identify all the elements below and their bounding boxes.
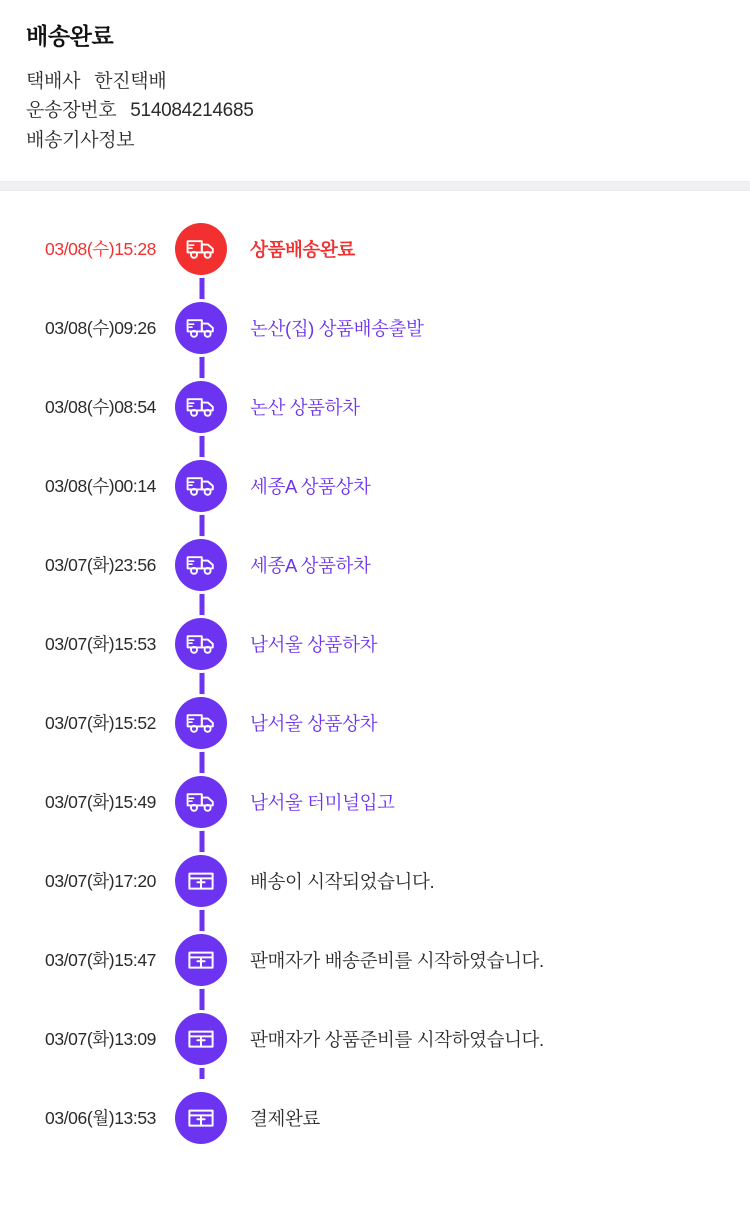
timeline-time: 03/08(수)09:26 <box>45 318 156 339</box>
timeline-rows <box>0 209 750 1157</box>
timeline-marker <box>168 1092 234 1144</box>
page-title: 배송완료 <box>26 23 114 49</box>
timeline-marker <box>168 697 234 749</box>
carrier-row <box>26 67 724 96</box>
timeline-marker <box>168 618 234 670</box>
timeline-time: 03/07(화)23:56 <box>45 555 156 576</box>
truck-icon <box>175 460 227 512</box>
timeline-label: 논산(집) 상품배송출발 <box>250 317 424 339</box>
tracking-timeline <box>0 191 750 1191</box>
tracking-number-value[interactable]: 514084214685 <box>130 100 254 122</box>
timeline-time: 03/07(화)15:49 <box>45 792 156 813</box>
timeline-row <box>0 762 750 841</box>
timeline-row <box>0 367 750 446</box>
timeline-label: 배송이 시작되었습니다. <box>250 870 435 892</box>
section-divider <box>0 181 750 191</box>
timeline-time: 03/08(수)08:54 <box>45 397 156 418</box>
timeline-row <box>0 604 750 683</box>
box-icon <box>175 855 227 907</box>
timeline-label: 남서울 터미널입고 <box>250 791 395 813</box>
shipment-header <box>0 0 750 181</box>
timeline-time: 03/07(화)15:47 <box>45 950 156 971</box>
timeline-label: 판매자가 상품준비를 시작하였습니다. <box>250 1028 544 1050</box>
timeline-row <box>0 209 750 288</box>
timeline-marker <box>168 776 234 828</box>
box-icon <box>175 1013 227 1065</box>
driver-info-row[interactable] <box>26 126 724 155</box>
timeline-label: 상품배송완료 <box>250 238 355 260</box>
timeline-row <box>0 920 750 999</box>
timeline-time: 03/06(월)13:53 <box>45 1108 156 1129</box>
box-icon <box>175 1092 227 1144</box>
truck-icon <box>175 697 227 749</box>
timeline-row <box>0 288 750 367</box>
timeline-time: 03/07(화)15:53 <box>45 634 156 655</box>
timeline-label: 논산 상품하차 <box>250 396 360 418</box>
truck-icon <box>175 223 227 275</box>
timeline-row <box>0 446 750 525</box>
timeline-row <box>0 841 750 920</box>
timeline-marker <box>168 223 234 275</box>
timeline-marker <box>168 539 234 591</box>
truck-icon <box>175 618 227 670</box>
box-icon <box>175 934 227 986</box>
truck-icon <box>175 539 227 591</box>
timeline-row <box>0 999 750 1078</box>
tracking-number-row <box>26 96 724 125</box>
timeline-time: 03/08(수)15:28 <box>45 239 156 260</box>
timeline-time: 03/07(화)15:52 <box>45 713 156 734</box>
truck-icon <box>175 776 227 828</box>
timeline-time: 03/07(화)17:20 <box>45 871 156 892</box>
timeline-marker <box>168 934 234 986</box>
carrier-value: 한진택배 <box>94 70 167 92</box>
timeline-label: 남서울 상품하차 <box>250 633 378 655</box>
timeline-label: 남서울 상품상차 <box>250 712 378 734</box>
truck-icon <box>175 381 227 433</box>
timeline-label: 판매자가 배송준비를 시작하였습니다. <box>250 949 544 971</box>
timeline-marker <box>168 381 234 433</box>
timeline-marker <box>168 855 234 907</box>
timeline-time: 03/08(수)00:14 <box>45 476 156 497</box>
timeline-marker <box>168 1013 234 1065</box>
carrier-label: 택배사 <box>26 70 81 92</box>
timeline-label: 결제완료 <box>250 1107 320 1129</box>
timeline-label: 세종A 상품상차 <box>250 475 371 497</box>
timeline-row <box>0 1078 750 1157</box>
timeline-time: 03/07(화)13:09 <box>45 1029 156 1050</box>
truck-icon <box>175 302 227 354</box>
tracking-number-label: 운송장번호 <box>26 100 117 122</box>
timeline-row <box>0 683 750 762</box>
timeline-marker <box>168 302 234 354</box>
timeline-row <box>0 525 750 604</box>
timeline-marker <box>168 460 234 512</box>
driver-info-label[interactable]: 배송기사정보 <box>26 129 135 151</box>
timeline-label: 세종A 상품하차 <box>250 554 371 576</box>
